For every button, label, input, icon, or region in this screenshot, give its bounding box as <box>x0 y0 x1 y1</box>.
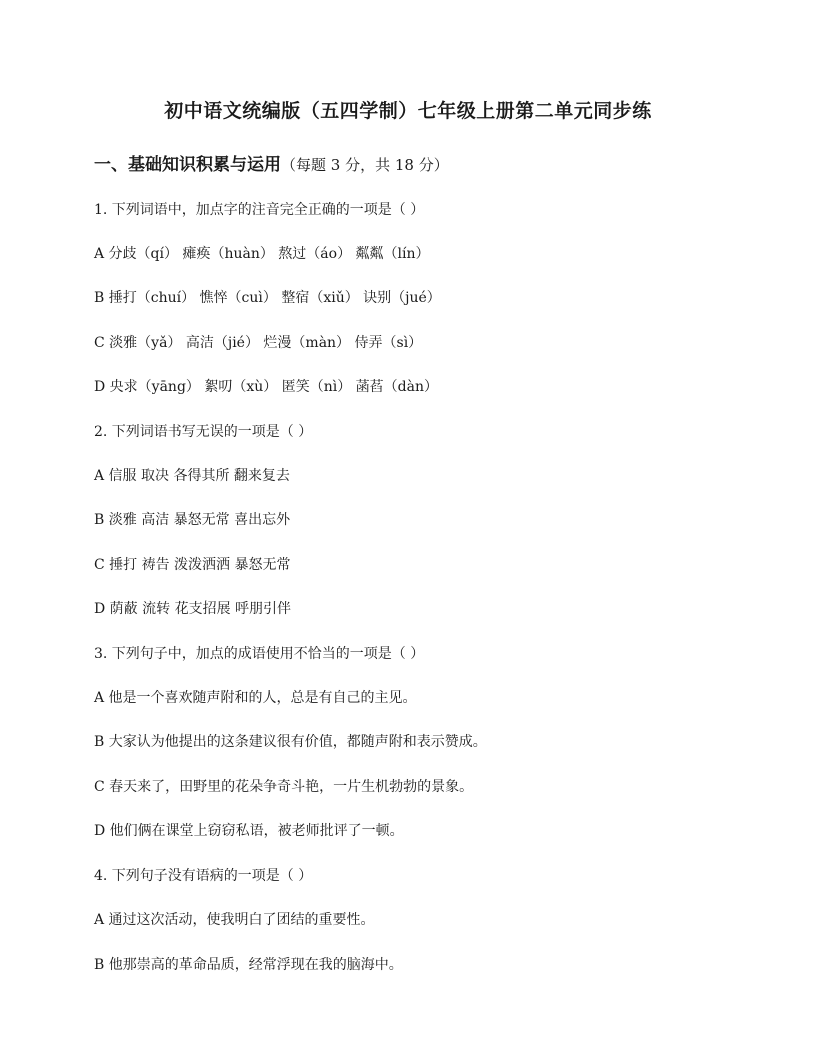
section-heading-text: 一、基础知识积累与运用 <box>94 155 281 175</box>
section-heading <box>94 150 449 175</box>
question-2-option-c: C 捶打 祷告 泼泼洒洒 暴怒无常 <box>94 557 291 573</box>
question-1-option-c: C 淡雅（yǎ） 高洁（jié） 烂漫（màn） 侍弄（sì） <box>94 335 423 351</box>
question-3-option-a: A 他是一个喜欢随声附和的人，总是有自己的主见。 <box>94 690 417 706</box>
section-heading-note: （每题 3 分，共 18 分） <box>281 156 449 174</box>
question-2-option-b: B 淡雅 高洁 暴怒无常 喜出忘外 <box>94 512 291 528</box>
question-2-option-a: A 信服 取决 各得其所 翻来复去 <box>94 468 290 484</box>
question-1-option-a: A 分歧（qí） 瘫痪（huàn） 熬过（áo） 粼粼（lín） <box>94 246 430 262</box>
question-3-option-d: D 他们俩在课堂上窃窃私语，被老师批评了一顿。 <box>94 823 404 839</box>
question-1-option-d: D 央求（yāng） 絮叨（xù） 匿笑（nì） 菡萏（dàn） <box>94 379 438 395</box>
question-4-option-b: B 他那崇高的革命品质，经常浮现在我的脑海中。 <box>94 957 403 973</box>
question-3-option-b: B 大家认为他提出的这条建议很有价值，都随声附和表示赞成。 <box>94 734 487 750</box>
question-1-option-b: B 捶打（chuí） 憔悴（cuì） 整宿（xiǔ） 诀别（jué） <box>94 290 441 306</box>
question-2: 2. 下列词语书写无误的一项是（ ） <box>94 424 313 440</box>
question-3: 3. 下列句子中，加点的成语使用不恰当的一项是（ ） <box>94 646 425 662</box>
question-3-option-c: C 春天来了，田野里的花朵争奇斗艳，一片生机勃勃的景象。 <box>94 779 474 795</box>
question-1: 1. 下列词语中，加点字的注音完全正确的一项是（ ） <box>94 202 425 218</box>
document-title: 初中语文统编版（五四学制）七年级上册第二单元同步练 <box>164 100 652 122</box>
question-4-option-a: A 通过这次活动，使我明白了团结的重要性。 <box>94 912 375 928</box>
question-2-option-d: D 荫蔽 流转 花支招展 呼朋引伴 <box>94 601 292 617</box>
question-4: 4. 下列句子没有语病的一项是（ ） <box>94 868 313 884</box>
